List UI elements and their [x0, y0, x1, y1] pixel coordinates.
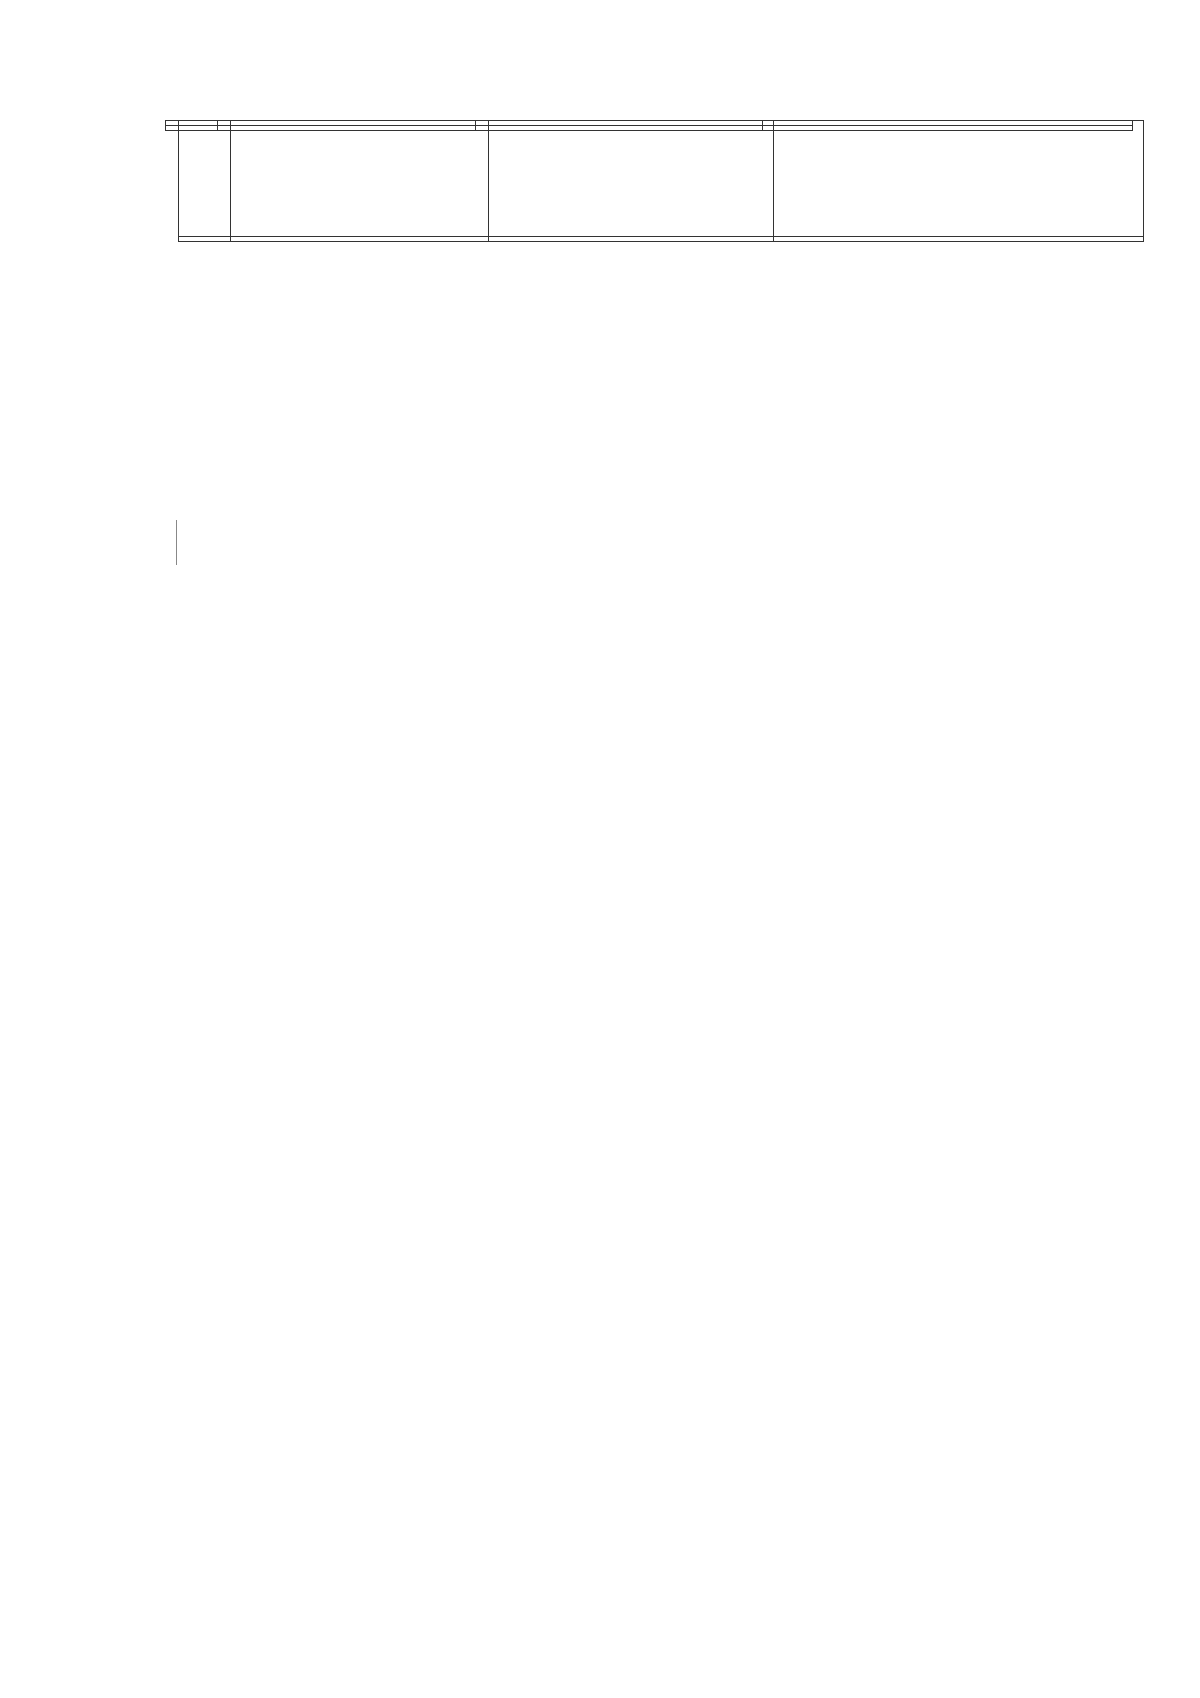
params-cell [774, 237, 1144, 242]
row-number [166, 126, 218, 131]
use-type-cell [231, 237, 489, 242]
regulations-table-bottom [165, 120, 1133, 131]
regulations-table-top [178, 120, 1144, 242]
params-cell [763, 126, 1133, 131]
header-build-params [774, 121, 1144, 237]
table-row [166, 126, 1133, 131]
use-type-cell [218, 126, 476, 131]
header-no [179, 121, 231, 237]
table-header-row [179, 121, 1144, 237]
plot-sizes-cell [489, 237, 774, 242]
row-number [179, 237, 231, 242]
scan-edge-mark [176, 520, 177, 565]
header-plot-sizes [489, 121, 774, 237]
header-use-type [231, 121, 489, 237]
plot-sizes-cell [476, 126, 763, 131]
table-row [179, 237, 1144, 242]
